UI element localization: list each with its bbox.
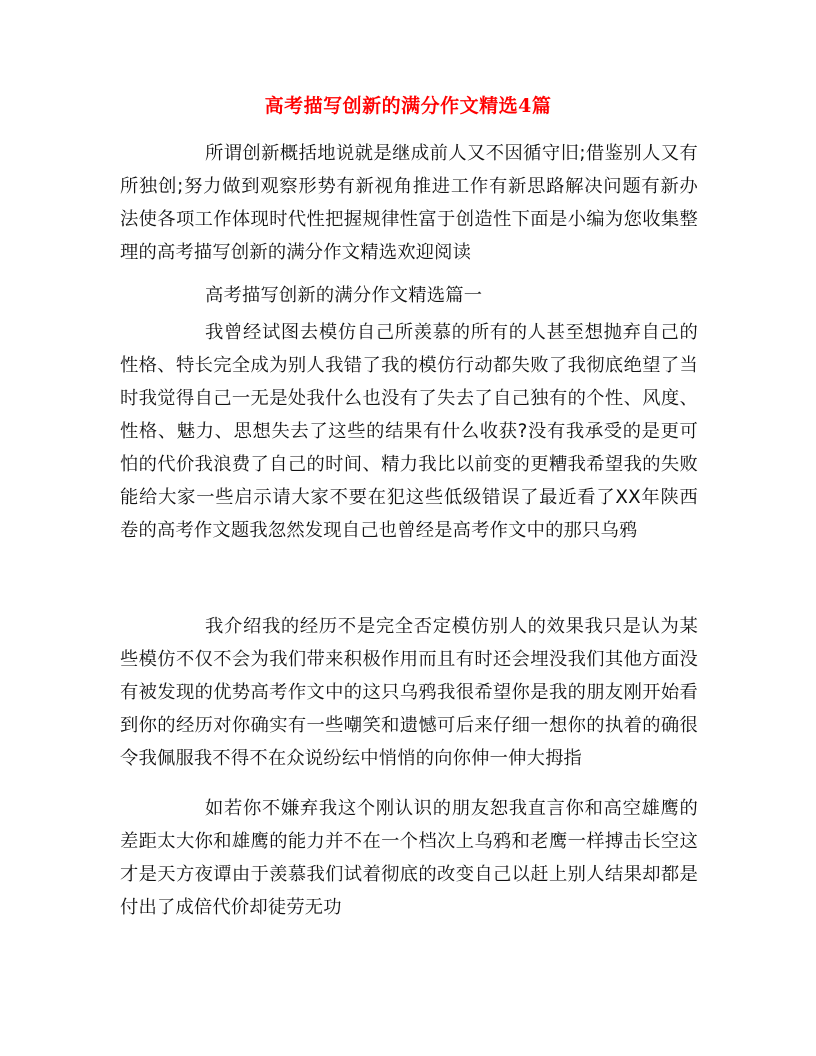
body-paragraph: 如若你不嫌弃我这个刚认识的朋友恕我直言你和高空雄鹰的差距太大你和雄鹰的能力并不在一个档次上乌鸦和老鹰一样搏击长空这才是天方夜谭由于羡慕我们试着彻底的改变自己以赶上别人结果却都是付出了成倍代价却徒劳无功 [120,798,698,918]
document-title: 高考描写创新的满分作文精选4篇 [264,95,552,117]
body-paragraph: 我介绍我的经历不是完全否定模仿别人的效果我只是认为某些模仿不仅不会为我们带来积极作用而且有时还会埋没我们其他方面没有被发现的优势高考作文中的这只乌鸦我很希望你是我的朋友刚开始看到你的经历对你确实有一些嘲笑和遗憾可后来仔细一想你的执着的确很令我佩服我不得不在众说纷纭中悄悄的向你伸一伸大拇指 [120,616,698,769]
section-heading: 高考描写创新的满分作文精选篇一 [205,285,483,306]
intro-paragraph: 所谓创新概括地说就是继成前人又不因循守旧;借鉴别人又有所独创;努力做到观察形势有新视角推进工作有新思路解决问题有新办法使各项工作体现时代性把握规律性富于创造性下面是小编为您收集整理的高考描写创新的满分作文精选欢迎阅读 [120,143,698,263]
body-paragraph: 我曾经试图去模仿自己所羡慕的所有的人甚至想抛弃自己的性格、特长完全成为别人我错了我的模仿行动都失败了我彻底绝望了当时我觉得自己一无是处我什么也没有了失去了自己独有的个性、风度、性格、魅力、思想失去了这些的结果有什么收获?没有我承受的是更可怕的代价我浪费了自己的时间、精力我比以前变的更糟我希望我的失败能给大家一些启示请大家不要在犯这些低级错误了最近看了XX年陕西卷的高考作文题我忽然发现自己也曾经是高考作文中的那只乌鸦 [120,322,698,541]
